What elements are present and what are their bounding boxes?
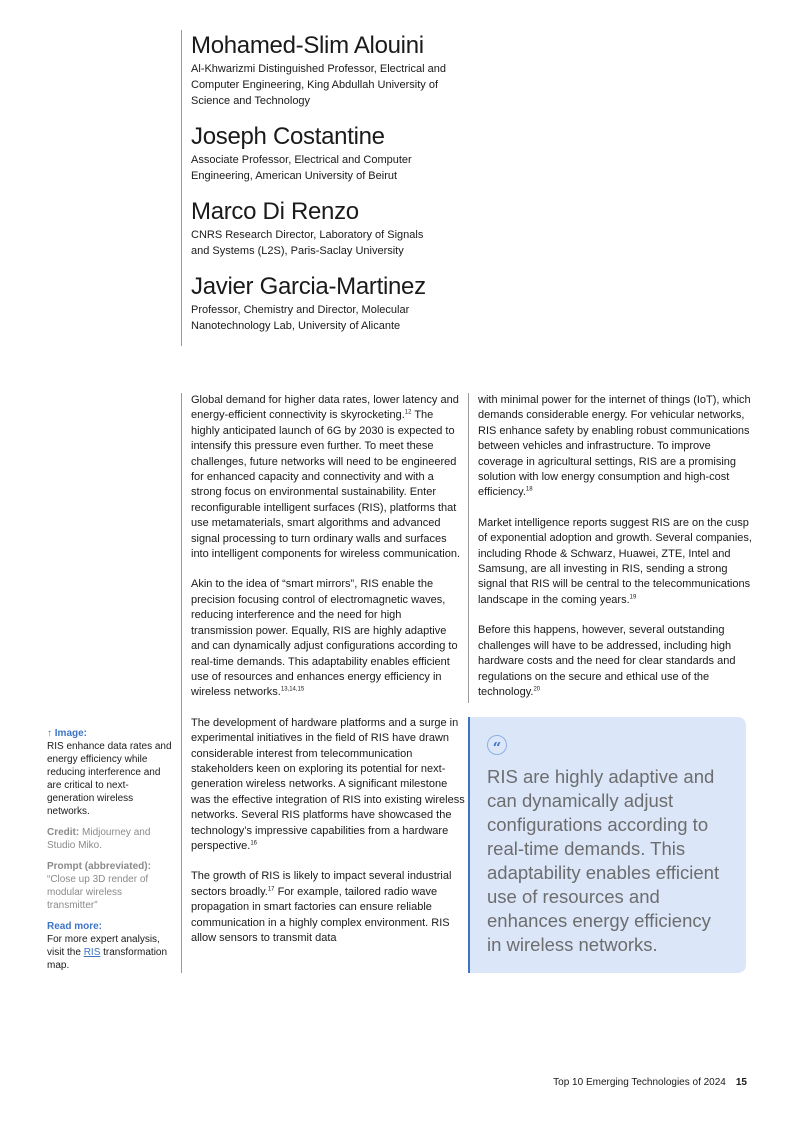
read-more-label: Read more: [47, 921, 103, 932]
credit-block [47, 826, 175, 852]
body-paragraph: Global demand for higher data rates, lower latency and energy-efficient connectivity is skyrocketing.$^{12}$ The highly anticipated launch of 6G by 2030 is expected to intensify this pressure even further. To meet these challenges, future networks will need to be engineered for enhanced capacity and connectivity and with a strong focus on environmental sustainability. Enter reconfigurable intelligent surfaces (RIS), platforms that use metamaterials, smart algorithms and advanced signal processing to turn ordinary walls and surfaces into intelligent components for wireless communication. [191, 394, 461, 561]
author-title: CNRS Research Director, Laboratory of Signals and Systems (L2S), Paris-Saclay University [191, 229, 424, 257]
prompt-block [47, 860, 175, 912]
quote-mark-icon: “ [487, 735, 507, 755]
read-more-block [47, 920, 175, 972]
reference-marker: 16 [250, 840, 257, 847]
pull-quote-text: RIS are highly adaptive and can dynamically adjust configurations according to real-time demands. This adaptability enables efficient use of resources and enhances energy efficiency in wireless networks. [487, 766, 720, 955]
author-name: Mohamed-Slim Alouini [191, 32, 424, 59]
body-paragraph: with minimal power for the internet of things (IoT), which demands considerable energy. For vehicular networks, RIS enhance safety by enabling robust communications between vehicles and infrastructure. To improve coverage in agricultural settings, RIS are a promising solution with low energy consumption and high-cost efficiency.$^{18}$ [478, 394, 751, 499]
author-title: Associate Professor, Electrical and Computer Engineering, American University of Beirut [191, 154, 412, 182]
reference-marker: 18 [525, 486, 533, 493]
credit-label: Credit: [47, 827, 80, 838]
reference-marker: 12 [404, 409, 412, 416]
read-more-suffix: transformation map. [47, 947, 168, 971]
author-entry [191, 30, 481, 109]
reference-marker: 13,14,15 [280, 686, 305, 693]
body-column-left [181, 393, 465, 973]
body-column-right [468, 393, 758, 703]
page-footer [553, 1077, 747, 1088]
reference-marker: 17 [267, 886, 275, 893]
pull-quote [468, 717, 746, 973]
body-paragraph: Market intelligence reports suggest RIS are on the cusp of exponential adoption and growth. Several companies, including Rhode & Schwarz, Huawei, ZTE, Intel and Samsung, are all investing in RIS, sending a strong signal that RIS will be central to the telecommunications landscape in the coming years.$^{19}$ [478, 516, 752, 606]
credit-value: Midjourney and Studio Miko. [47, 827, 151, 851]
author-name: Joseph Costantine [191, 123, 385, 150]
image-label: ↑ Image: [47, 728, 88, 739]
reference-marker: 20 [533, 686, 541, 693]
body-paragraph: The development of hardware platforms and a surge in experimental initiatives in the field of RIS have drawn considerable interest from telecommunication stakeholders keen on exploring its potential for next-generation wireless networks. A significant milestone was the effective integration of RIS into existing wireless networks. Several RIS platforms have showcased the technology’s impressive capabilities from a hardware perspective.$^{16}$ [191, 716, 465, 852]
author-list [181, 30, 481, 346]
author-entry [191, 271, 481, 334]
ris-transformation-map-link[interactable]: RIS [83, 947, 101, 958]
author-entry [191, 196, 481, 259]
page-number: 15 [735, 1077, 747, 1088]
prompt-label: Prompt (abbreviated): [47, 861, 151, 872]
reference-marker: 19 [629, 594, 637, 601]
image-sidebar [47, 727, 175, 980]
author-title: Professor, Chemistry and Director, Molecular Nanotechnology Lab, University of Alicante [191, 304, 410, 332]
body-paragraph: The growth of RIS is likely to impact several industrial sectors broadly.$^{17}$ For example, tailored radio wave propagation in smart factories can ensure reliable communication in a highly complex environment. RIS allow sensors to transmit data [191, 870, 452, 944]
publication-title: Top 10 Emerging Technologies of 2024 [553, 1077, 726, 1088]
author-title: Al-Khwarizmi Distinguished Professor, Electrical and Computer Engineering, King Abdullah University of Science and Technology [191, 63, 446, 107]
read-more-text: For more expert analysis, visit the [47, 934, 160, 958]
author-entry [191, 121, 481, 184]
author-name: Javier Garcia-Martinez [191, 273, 426, 300]
body-paragraph: Before this happens, however, several outstanding challenges will have to be addressed, including high hardware costs and the need for clear standards and regulations on the secure and ethical use of the technology.$^{20}$ [478, 624, 736, 698]
image-caption-block [47, 727, 175, 818]
body-paragraph: Akin to the idea of “smart mirrors”, RIS enable the precision focusing control of electromagnetic waves, reducing interference and the need for high transmission power. Equally, RIS are highly adaptive and can dynamically adjust configurations according to real-time demands. This adaptability enables efficient use of resources and enhances energy efficiency in wireless networks.$^{13,14,15}$ [191, 578, 458, 699]
prompt-value: “Close up 3D render of modular wireless transmitter” [47, 874, 149, 911]
image-caption: RIS enhance data rates and energy efficiency while reducing interference and are critical to next-generation wireless networks. [47, 741, 172, 817]
author-name: Marco Di Renzo [191, 198, 359, 225]
